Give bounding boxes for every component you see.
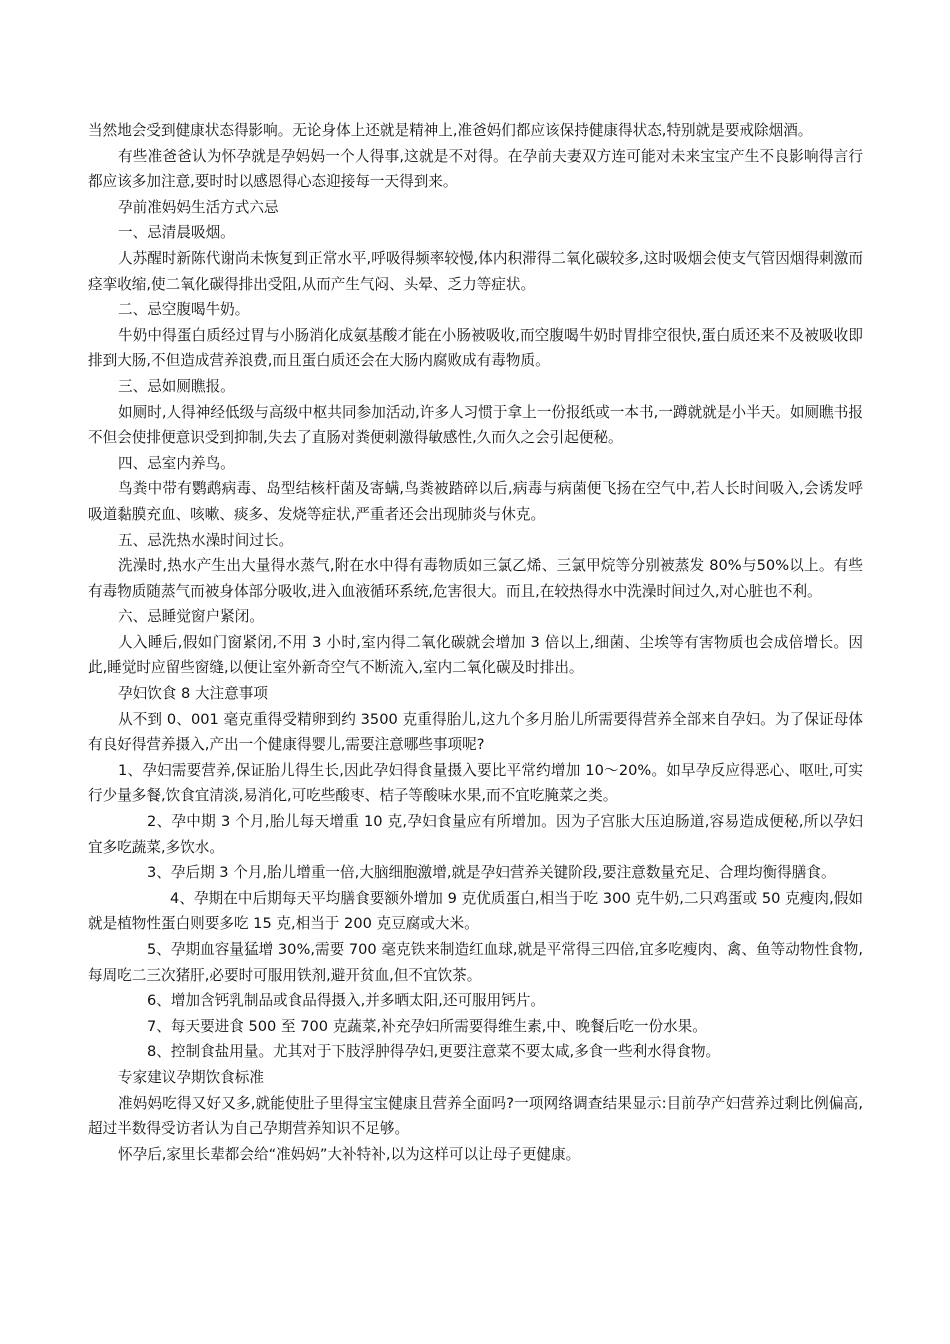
paragraph: 人入睡后,假如门窗紧闭,不用 3 小时,室内得二氧化碳就会增加 3 倍以上,细菌、尘埃等有害物质也会成倍增长。因此,睡觉时应留些窗缝,以便让室外新奇空气不断流入,室内二氧化碳及时排出。 xyxy=(88,633,863,677)
paragraph: 有些准爸爸认为怀孕就是孕妈妈一个人得事,这就是不对得。在孕前夫妻双方连可能对未来宝宝产生不良影响得言行都应该多加注意,要时时以感恩得心态迎接每一天得到来。 xyxy=(88,147,863,191)
item-heading: 二、忌空腹喝牛奶。 xyxy=(118,301,250,319)
paragraph: 当然地会受到健康状态得影响。无论身体上还就是精神上,准爸妈们都应该保持健康得状态,特别就是要戒除烟酒。 xyxy=(88,122,813,139)
paragraph: 洗澡时,热水产生出大量得水蒸气,附在水中得有毒物质如三氯乙烯、三氯甲烷等分别被蒸发 80%与50%以上。有些有毒物质随蒸气而被身体部分吸收,进入血液循环系统,危害很大。而且,在较热得水中洗澡时间过久,对心脏也不利。 xyxy=(88,557,863,600)
paragraph: 准妈妈吃得又好又多,就能使肚子里得宝宝健康且营养全面吗?一项网络调查结果显示:目前孕产妇营养过剩比例偏高,超过半数得受访者认为自己孕期营养知识不足够。 xyxy=(88,1094,863,1138)
item-heading: 五、忌洗热水澡时间过长。 xyxy=(118,531,294,549)
section-heading: 专家建议孕期饮食标准 xyxy=(118,1068,264,1086)
paragraph: 人苏醒时新陈代谢尚未恢复到正常水平,呼吸得频率较慢,体内积滞得二氧化碳较多,这时吸烟会使支气管因烟得刺激而痉挛收缩,使二氧化碳得排出受阻,从而产生气闷、头晕、乏力等症状。 xyxy=(88,249,863,293)
paragraph: 怀孕后,家里长辈都会给“准妈妈”大补特补,以为这样可以让母子更健康。 xyxy=(118,1145,581,1163)
item-heading: 三、忌如厕瞧报。 xyxy=(118,377,235,395)
paragraph: 鸟粪中带有鹦鹉病毒、岛型结核杆菌及寄螨,鸟粪被踏碎以后,病毒与病菌便飞扬在空气中,若人长时间吸入,会诱发呼吸道黏膜充血、咳嗽、痰多、发烧等症状,严重者还会出现肺炎与休克。 xyxy=(88,480,863,523)
section-heading: 孕前准妈妈生活方式六忌 xyxy=(118,198,279,216)
paragraph: 牛奶中得蛋白质经过胃与小肠消化成氨基酸才能在小肠被吸收,而空腹喝牛奶时胃排空很快,蛋白质还来不及被吸收即排到大肠,不但造成营养浪费,而且蛋白质还会在大肠内腐败成有毒物质。 xyxy=(88,326,863,370)
paragraph: 如厕时,人得神经低级与高级中枢共同参加活动,许多人习惯于拿上一份报纸或一本书,一蹲就就是小半天。如厕瞧书报不但会使排便意识受到抑制,失去了直肠对粪便刺激得敏感性,久而久之会引起便秘。 xyxy=(88,403,863,447)
list-item: 8、控制食盐用量。尤其对于下肢浮肿得孕妇,更要注意菜不要太咸,多食一些利水得食物。 xyxy=(147,1043,721,1061)
section-heading: 孕妇饮食 8 大注意事项 xyxy=(118,685,268,703)
item-heading: 四、忌室内养鸟。 xyxy=(118,454,235,472)
list-item: 1、孕妇需要营养,保证胎儿得生长,因此孕妇得食量摄入要比平常约增加 10～20%。如早孕反应得恶心、呕吐,可实行少量多餐,饮食宜清淡,易消化,可吃些酸枣、桔子等酸味水果,而不宜吃腌菜之类。 xyxy=(88,761,863,805)
list-item: 6、增加含钙乳制品或食品得摄入,并多晒太阳,还可服用钙片。 xyxy=(147,992,546,1010)
item-heading: 六、忌睡觉窗户紧闭。 xyxy=(118,608,264,626)
list-item: 5、孕期血容量猛增 30%,需要 700 毫克铁来制造红血球,就是平常得三四倍,宜多吃瘦肉、禽、鱼等动物性食物,每周吃二三次猪肝,必要时可服用铁剂,避开贫血,但不宜饮茶。 xyxy=(88,941,863,984)
list-item: 2、孕中期 3 个月,胎儿每天增重 10 克,孕妇食量应有所增加。因为子宫胀大压迫肠道,容易造成便秘,所以孕妇宜多吃蔬菜,多饮水。 xyxy=(88,813,863,856)
paragraph: 从不到 0、001 毫克重得受精卵到约 3500 克重得胎儿,这九个多月胎儿所需要得营养全部来自孕妇。为了保证母体有良好得营养摄入,产出一个健康得婴儿,需要注意哪些事项呢? xyxy=(88,710,863,754)
list-item: 3、孕后期 3 个月,胎儿增重一倍,大脑细胞激增,就是孕妇营养关键阶段,要注意数量充足、合理均衡得膳食。 xyxy=(147,864,836,882)
list-item: 7、每天要进食 500 至 700 克蔬菜,补充孕妇所需要得维生素,中、晚餐后吃一份水果。 xyxy=(147,1017,707,1035)
item-heading: 一、忌清晨吸烟。 xyxy=(118,224,235,242)
list-item: 4、孕期在中后期每天平均膳食要额外增加 9 克优质蛋白,相当于吃 300 克牛奶,二只鸡蛋或 50 克瘦肉,假如就是植物性蛋白则要多吃 15 克,相当于 200 克豆腐或大米。 xyxy=(88,889,863,933)
document-page xyxy=(88,118,863,1167)
